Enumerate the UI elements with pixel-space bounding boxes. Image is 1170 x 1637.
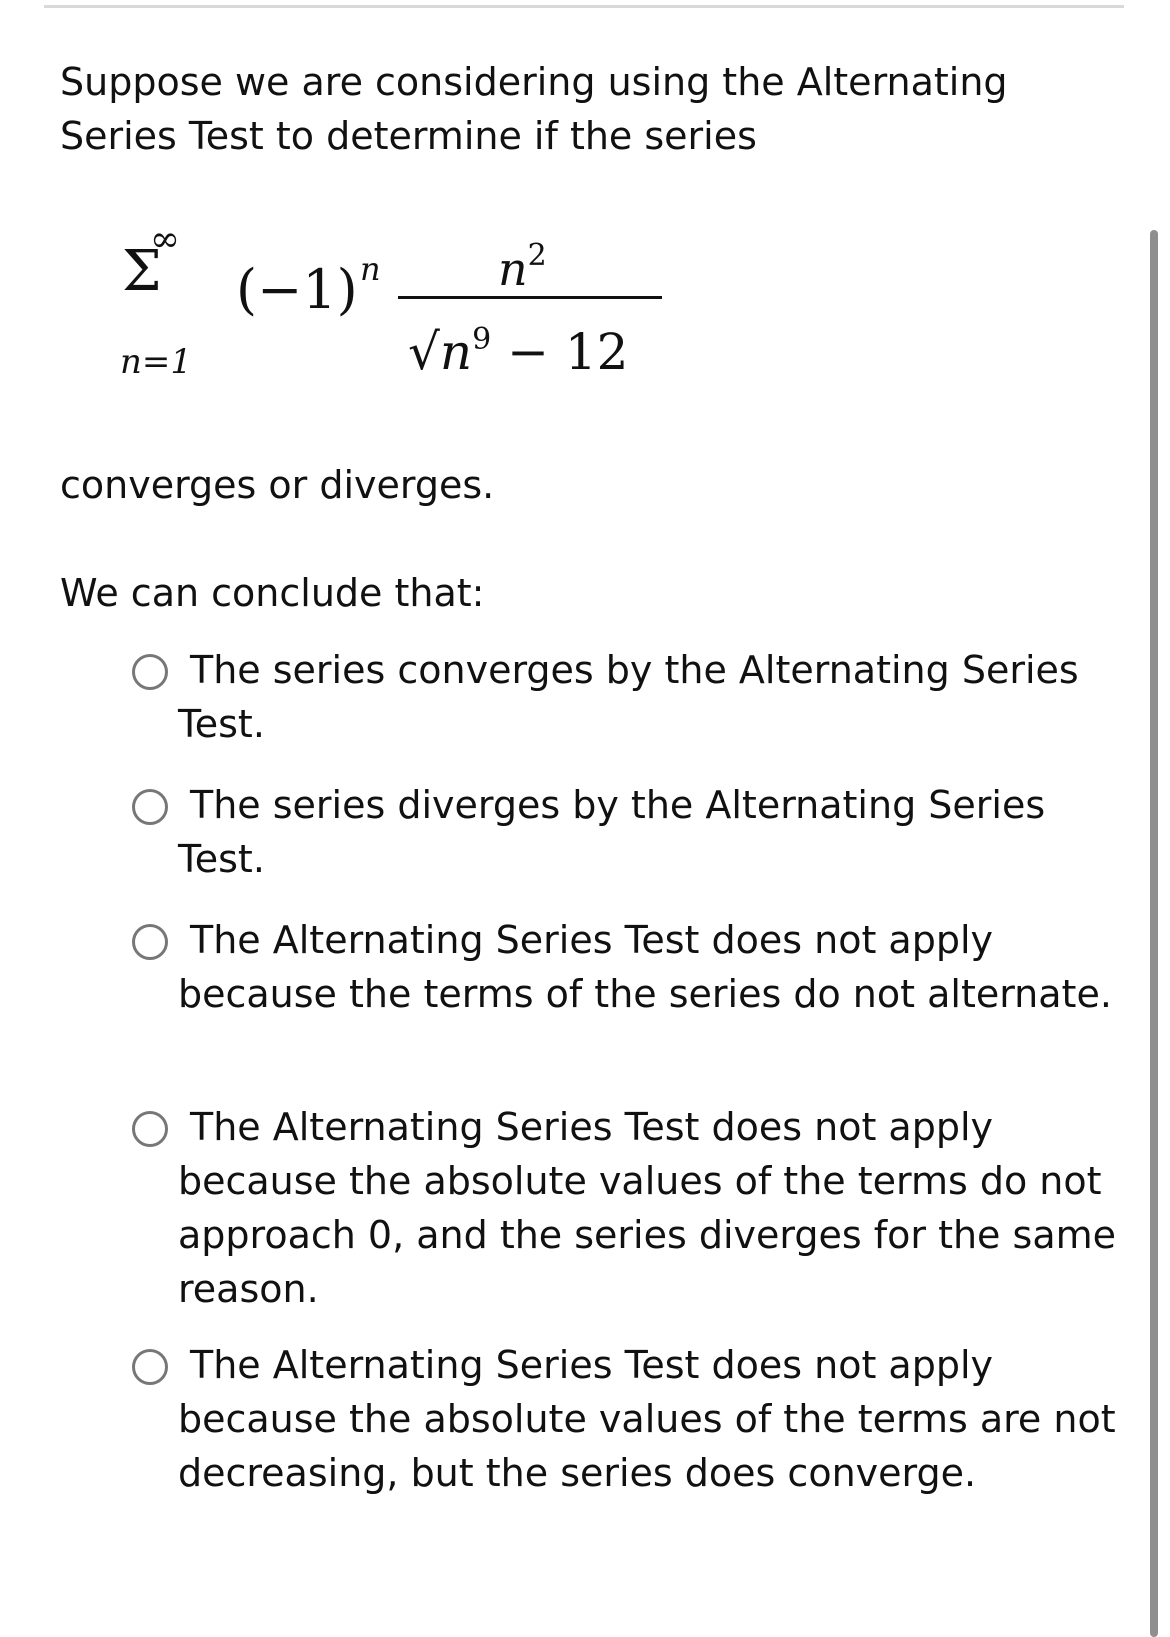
scrollbar[interactable] — [1150, 230, 1158, 1637]
option-3[interactable] — [132, 913, 1122, 1021]
question-after-formula: converges or diverges. — [60, 463, 495, 507]
denominator-power: 9 — [472, 322, 492, 357]
option-label: The Alternating Series Test does not apply because the absolute values of the terms are not decreasing, but the series does converge. — [178, 1343, 1116, 1495]
radio-button[interactable] — [132, 654, 168, 690]
option-2[interactable] — [132, 778, 1122, 886]
radio-button[interactable] — [132, 1349, 168, 1385]
radical-sign: √ — [408, 323, 440, 381]
radio-button[interactable] — [132, 1111, 168, 1147]
sign-exponent: n — [360, 250, 381, 288]
top-divider — [44, 5, 1124, 8]
radio-button[interactable] — [132, 924, 168, 960]
sum-sigma: Σ — [122, 239, 162, 304]
fraction-bar — [398, 296, 662, 299]
fraction-numerator — [498, 230, 547, 295]
denominator-variable: n — [439, 323, 473, 381]
radio-button[interactable] — [132, 789, 168, 825]
numerator-variable: n — [498, 242, 528, 296]
denominator-rest: − 12 — [491, 323, 629, 381]
question-prompt: We can conclude that: — [60, 571, 485, 615]
sum-lower-limit: n=1 — [120, 342, 193, 382]
sign-factor: (−1) — [236, 258, 358, 321]
option-1[interactable] — [132, 643, 1122, 751]
option-label: The series converges by the Alternating Series Test. — [178, 648, 1079, 746]
sum-upper-limit: ∞ — [150, 219, 180, 260]
fraction-denominator — [408, 310, 628, 382]
question-intro: Suppose we are considering using the Alternating Series Test to determine if the series — [60, 60, 1008, 158]
option-4[interactable] — [132, 1100, 1122, 1316]
numerator-power: 2 — [527, 238, 547, 273]
option-label: The Alternating Series Test does not apply because the absolute values of the terms do not approach 0, and the series diverges for the same reason. — [178, 1105, 1116, 1311]
series-formula — [0, 200, 1170, 400]
option-label: The Alternating Series Test does not apply because the terms of the series do not alternate. — [178, 918, 1112, 1016]
option-5[interactable] — [132, 1338, 1122, 1500]
option-label: The series diverges by the Alternating Series Test. — [178, 783, 1046, 881]
